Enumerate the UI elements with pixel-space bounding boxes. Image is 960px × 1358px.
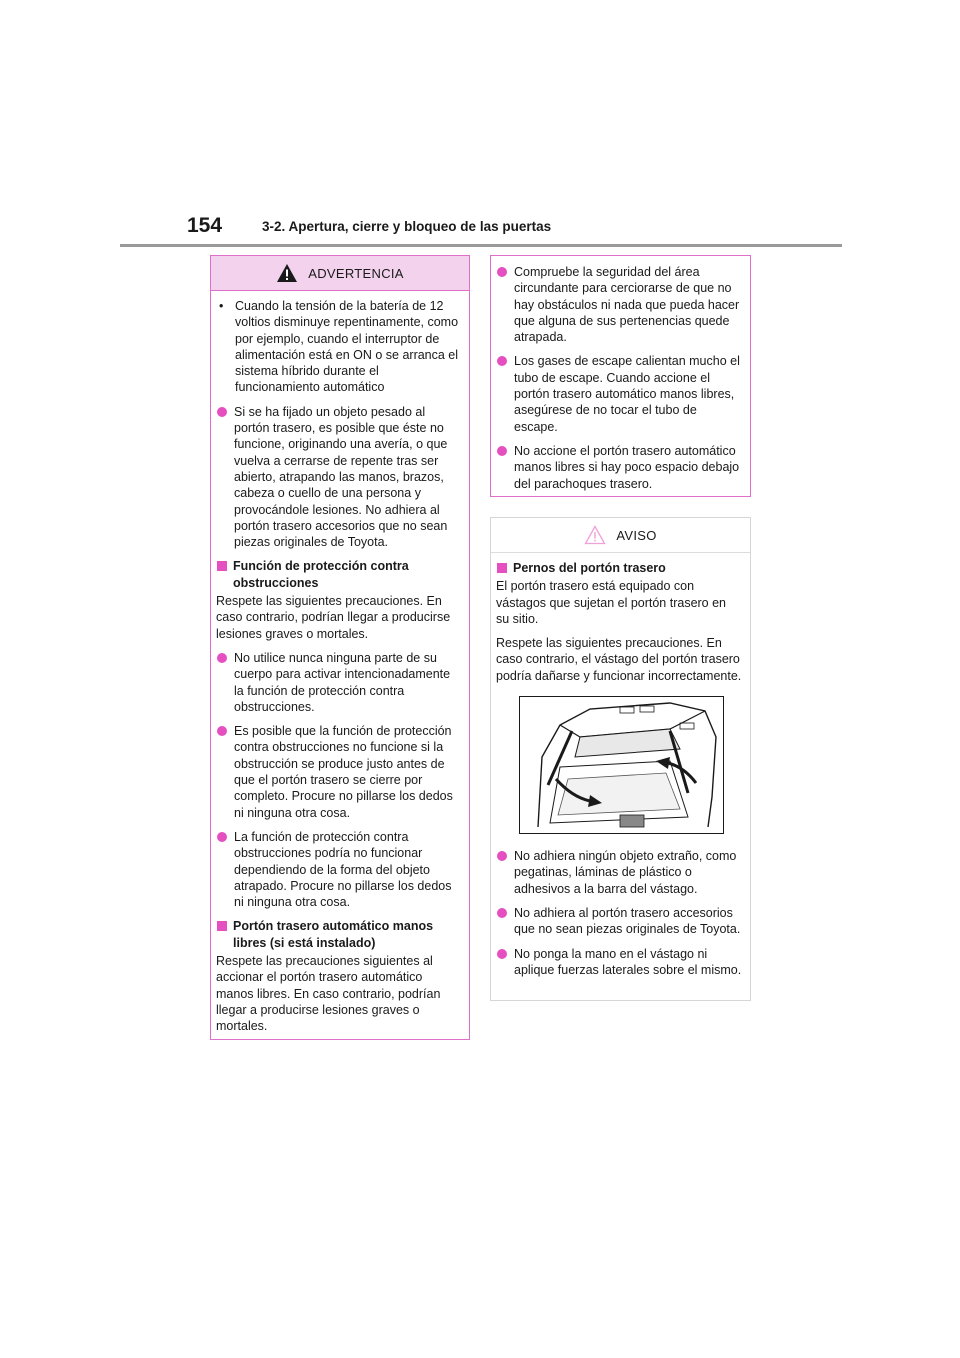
section-title: 3-2. Apertura, cierre y bloqueo de las puertas (262, 219, 552, 234)
header-rule (120, 244, 842, 247)
list-item (216, 298, 461, 396)
bullet-dot-icon (497, 356, 507, 366)
caution-triangle-icon (584, 525, 606, 545)
list-item (496, 848, 742, 897)
list-item (216, 723, 461, 821)
subheading-text: Portón trasero automático manos libres (si está instalado) (233, 919, 434, 950)
list-item (496, 946, 742, 979)
subheading-text: Función de protección contra obstrucciones (233, 559, 409, 590)
subheading (496, 560, 742, 576)
bullet-dot-icon (217, 726, 227, 736)
paragraph: El portón trasero está equipado con vástagos que sujetan el portón trasero en su sitio. (496, 579, 727, 626)
list-item-text: Cuando la tensión de la batería de 12 voltios disminuye repentinamente, como por ejemplo, cuando el interruptor de alimentación está en ON o se arranca el sistema híbrido durante el funcionamiento automático (235, 299, 459, 395)
square-bullet-icon (497, 563, 507, 573)
bullet-dot-icon (497, 267, 507, 277)
list-item-text: Compruebe la seguridad del área circundante para cerciorarse de que no hay obstáculos ni nada que pueda hacer que alguna de sus pertenencias quede atrapada. (514, 265, 740, 345)
tailgate-drawing (520, 697, 723, 833)
notice-box (490, 517, 751, 1001)
tailgate-strut-illustration (519, 696, 724, 834)
page-number: 154 (187, 214, 223, 237)
list-item-text: Es posible que la función de protección contra obstrucciones no funcione si la obstrucción se produce justo antes de que el portón trasero se cierre por completo. Procure no pillarse los dedos ni ninguna otra cosa. (234, 724, 453, 820)
paragraph: Respete las siguientes precauciones. En caso contrario, podrían llegar a producirse lesiones graves o mortales. (216, 594, 451, 641)
bullet-dot-icon (497, 851, 507, 861)
list-item (496, 905, 742, 938)
notice-header (491, 518, 750, 553)
list-item (496, 443, 742, 492)
list-item (496, 264, 742, 345)
paragraph: Respete las siguientes precauciones. En caso contrario, el vástago del portón trasero podría dañarse y funcionar incorrectamente. (496, 636, 742, 683)
list-item-text: Los gases de escape calientan mucho el tubo de escape. Cuando accione el portón trasero automático manos libres, asegúrese de no tocar el tubo de escape. (514, 354, 740, 434)
bullet-dot-icon (497, 949, 507, 959)
warning-triangle-icon (276, 263, 298, 283)
list-item-text: No utilice nunca ninguna parte de su cuerpo para activar intencionadamente la función de protección contra obstrucciones. (234, 650, 451, 714)
list-item (216, 650, 461, 715)
warning-title: ADVERTENCIA (308, 265, 404, 281)
square-bullet-icon (217, 561, 227, 571)
list-item-text: La función de protección contra obstrucciones podría no funcionar dependiendo de la forma del objeto atrapado. Procure no pillarse los dedos ni ninguna otra cosa. (234, 829, 452, 910)
bullet-dot-icon (217, 832, 227, 842)
list-item (216, 404, 461, 551)
list-item-text: No adhiera ningún objeto extraño, como pegatinas, láminas de plástico o adhesivos a la barra del vástago. (514, 849, 737, 896)
subheading (216, 918, 461, 951)
notice-title: AVISO (616, 527, 657, 543)
list-item-text: Si se ha fijado un objeto pesado al portón trasero, es posible que éste no funcione, originando una avería, o que vuelva a cerrarse de repente tras ser abierto, atrapando las manos, brazos, cabeza o cuello de una persona y provocándole lesiones. No adhiera al portón trasero accesorios que no sean piezas originales de Toyota. (234, 404, 448, 550)
dash-bullet: • (219, 299, 224, 313)
bullet-dot-icon (497, 908, 507, 918)
subheading (216, 558, 461, 591)
paragraph: Respete las precauciones siguientes al accionar el portón trasero automático manos libres. En caso contrario, podrían llegar a producirse lesiones graves o mortales. (216, 953, 441, 1034)
warning-box (210, 255, 470, 1040)
list-item-text: No accione el portón trasero automático manos libres si hay poco espacio debajo del parachoques trasero. (514, 443, 740, 491)
list-item-text: No ponga la mano en el vástago ni aplique fuerzas laterales sobre el mismo. (514, 946, 742, 977)
list-item-text: No adhiera al portón trasero accesorios que no sean piezas originales de Toyota. (514, 905, 741, 937)
warning-continuation-box (490, 255, 751, 497)
bullet-dot-icon (217, 407, 227, 417)
subheading-text: Pernos del portón trasero (513, 561, 666, 575)
bullet-dot-icon (217, 653, 227, 663)
list-item (216, 829, 461, 910)
list-item (496, 353, 742, 434)
warning-header (211, 256, 469, 291)
square-bullet-icon (217, 921, 227, 931)
bullet-dot-icon (497, 446, 507, 456)
